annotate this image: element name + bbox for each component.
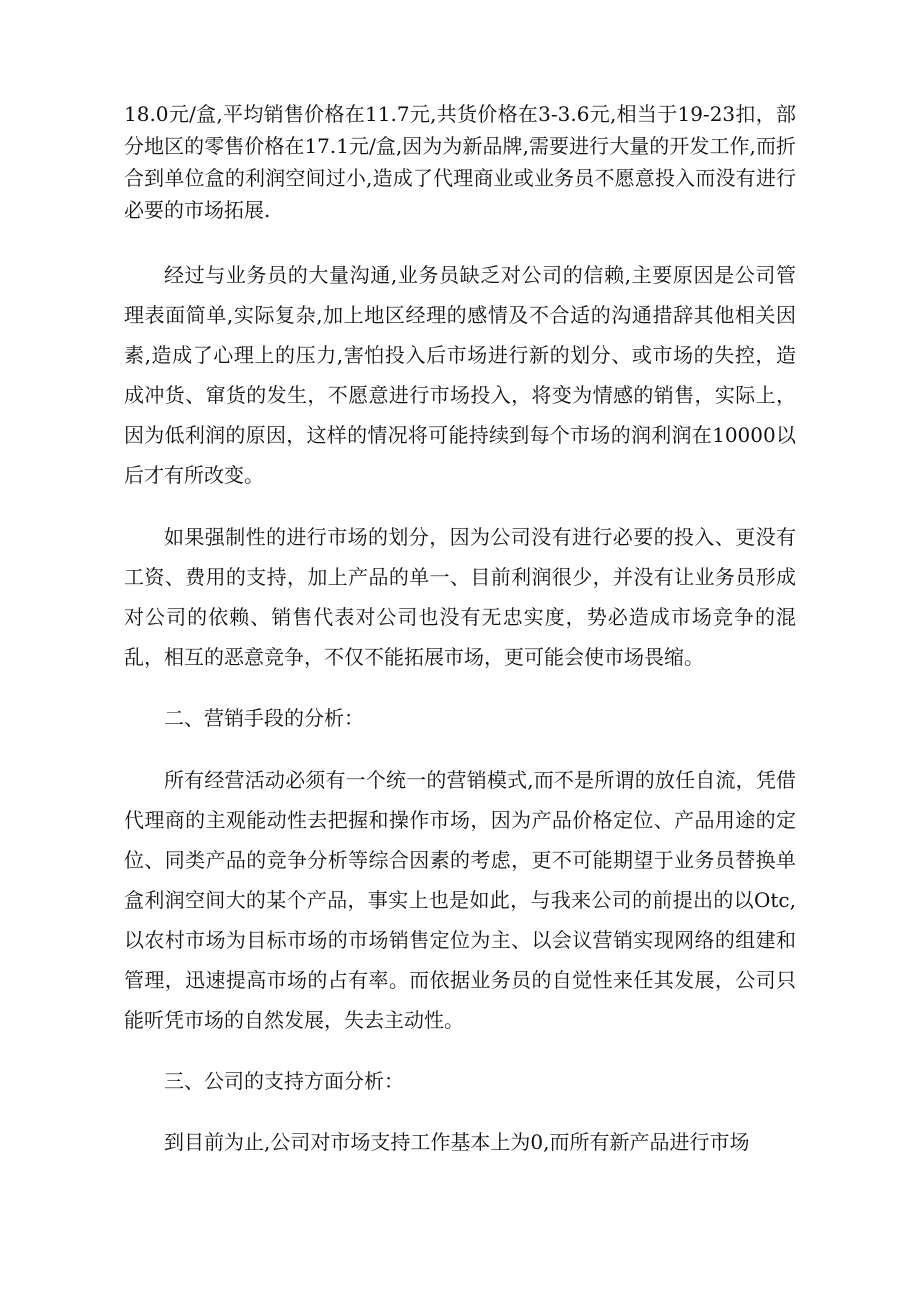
paragraph-company-support: 到目前为止,公司对市场支持工作基本上为0,而所有新产品进行市场 bbox=[164, 1130, 750, 1154]
paragraph-marketing-model: 所有经营活动必须有一个统一的营销模式,而不是所谓的放任自流，凭借代理商的主观能动性去把握和操作市场，因为产品价格定位、产品用途的定位、同类产品的竞争分析等综合因素的考虑，更不可能期望于业务员替换单盒利润空间大的某个产品，事实上也是如此，与我来公司的前提出的以Otc,以农村市场为目标市场的市场销售定位为主、以会议营销实现网络的组建和管理，迅速提高市场的占有率。而依据业务员的自觉性来任其发展，公司只能听凭市场的自然发展，失去主动性。 bbox=[124, 768, 796, 1032]
paragraph-market-division: 如果强制性的进行市场的划分，因为公司没有进行必要的投入、更没有工资、费用的支持，加上产品的单一、目前利润很少，并没有让业务员形成对公司的依赖、销售代表对公司也没有无忠实度，势必造成市场竞争的混乱，相互的恶意竞争，不仅不能拓展市场，更可能会使市场畏缩。 bbox=[124, 525, 796, 669]
paragraph-price-analysis: 18.0元/盒,平均销售价格在11.7元,共货价格在3-3.6元,相当于19-23扣，部分地区的零售价格在17.1元/盒,因为为新品牌,需要进行大量的开发工作,而折合到单位盒的利润空间过小,造成了代理商业或业务员不愿意投入而没有进行必要的市场拓展. bbox=[124, 102, 796, 222]
paragraph-salesperson-trust: 经过与业务员的大量沟通,业务员缺乏对公司的信赖,主要原因是公司管理表面简单,实际复杂,加上地区经理的感情及不合适的沟通措辞其他相关因素,造成了心理上的压力,害怕投入后市场进行新的划分、或市场的失控，造成冲货、窜货的发生，不愿意进行市场投入，将变为情感的销售，实际上，因为低利润的原因，这样的情况将可能持续到每个市场的润利润在10000以后才有所改变。 bbox=[124, 263, 796, 487]
section-heading-support: 三、公司的支持方面分析： bbox=[164, 1069, 404, 1093]
section-heading-marketing: 二、营销手段的分析： bbox=[164, 706, 364, 730]
document-body bbox=[124, 98, 796, 1162]
